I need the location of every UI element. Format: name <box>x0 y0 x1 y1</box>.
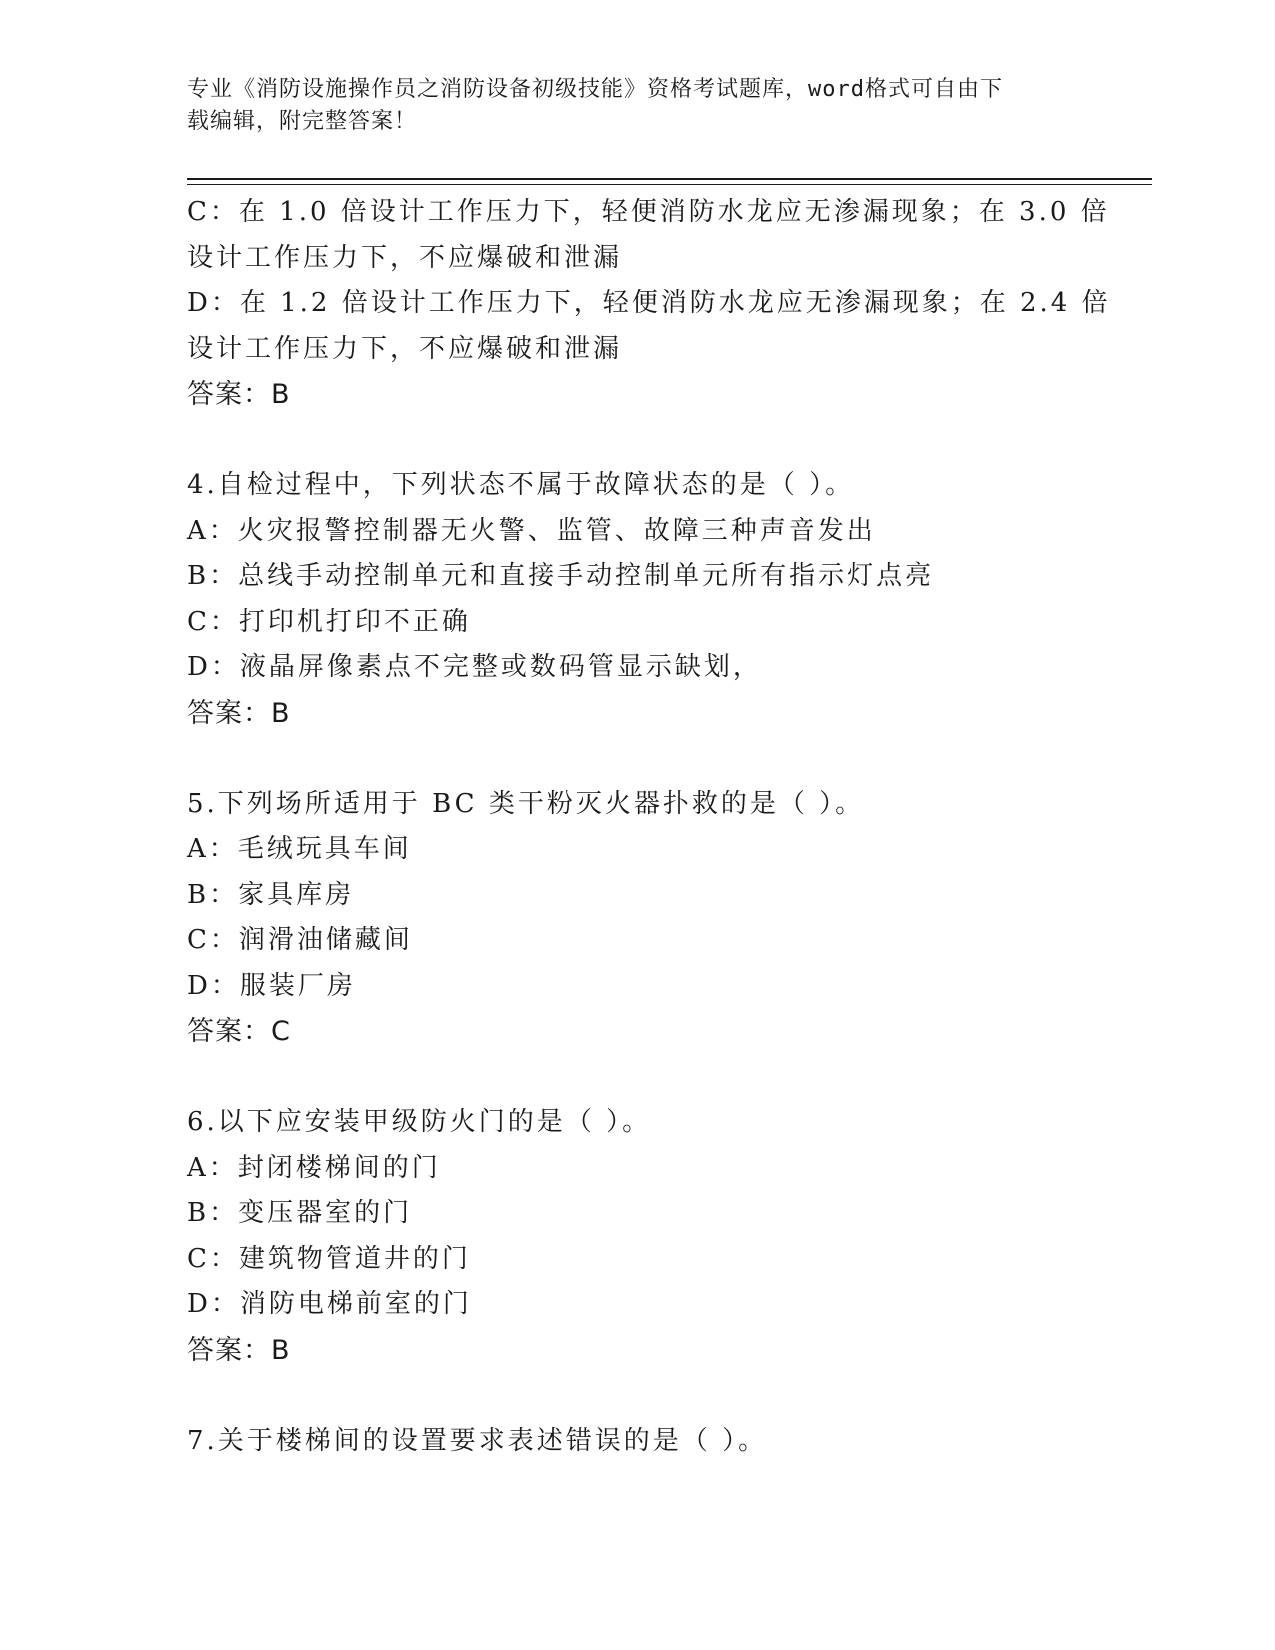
option-b: B：变压器室的门 <box>187 1198 413 1228</box>
option-d: D：液晶屏像素点不完整或数码管显示缺划， <box>187 652 762 682</box>
question-7 <box>187 1419 1087 1465</box>
option-d-line-2: 设计工作压力下，不应爆破和泄漏 <box>187 333 623 364</box>
header-line-1: 专业《消防设施操作员之消防设备初级技能》资格考试题库，word格式可自由下 <box>187 77 1003 102</box>
option-c: C：润滑油储藏间 <box>187 925 413 955</box>
question-6 <box>187 1100 1087 1373</box>
question-stem: 4.自检过程中，下列状态不属于故障状态的是（ ）。 <box>187 470 855 500</box>
option-d: D：服装厂房 <box>187 970 356 1001</box>
option-d: D：消防电梯前室的门 <box>187 1289 472 1319</box>
question-stem: 6.以下应安装甲级防火门的是（ ）。 <box>187 1107 652 1137</box>
option-a: A：封闭楼梯间的门 <box>187 1152 441 1183</box>
option-c: C：建筑物管道井的门 <box>187 1243 471 1274</box>
question-stem: 7.关于楼梯间的设置要求表述错误的是（ ）。 <box>187 1425 768 1456</box>
header-divider-thin <box>187 184 1152 185</box>
option-c-line-1: C：在 1.0 倍设计工作压力下，轻便消防水龙应无渗漏现象；在 3.0 倍 <box>187 197 1110 227</box>
option-a: A：毛绒玩具车间 <box>187 834 412 864</box>
question-3-continued <box>187 190 1111 418</box>
question-4 <box>187 463 1087 736</box>
answer-line: 答案：B <box>187 1334 291 1366</box>
question-list <box>187 190 1111 1464</box>
header-line-2: 载编辑，附完整答案！ <box>187 109 418 134</box>
option-b: B：总线手动控制单元和直接手动控制单元所有指示灯点亮 <box>187 561 935 591</box>
question-5 <box>187 782 1087 1055</box>
option-c: C：打印机打印不正确 <box>187 606 471 637</box>
answer-line: 答案：B <box>187 697 291 729</box>
spacer <box>187 1055 1087 1101</box>
spacer <box>187 736 1087 782</box>
answer-line: 答案：C <box>187 1016 291 1047</box>
option-a: A：火灾报警控制器无火警、监管、故障三种声音发出 <box>187 515 876 546</box>
spacer <box>187 1373 1087 1419</box>
question-stem: 5.下列场所适用于 BC 类干粉灭火器扑救的是（ ）。 <box>187 788 865 819</box>
header-divider-thick <box>187 178 1152 180</box>
spacer <box>187 418 1087 464</box>
option-c-line-2: 设计工作压力下，不应爆破和泄漏 <box>187 242 623 273</box>
option-b: B：家具库房 <box>187 879 355 910</box>
option-d-line-1: D：在 1.2 倍设计工作压力下，轻便消防水龙应无渗漏现象；在 2.4 倍 <box>187 288 1111 318</box>
answer-line: 答案：B <box>187 379 291 410</box>
document-header <box>187 74 1087 138</box>
